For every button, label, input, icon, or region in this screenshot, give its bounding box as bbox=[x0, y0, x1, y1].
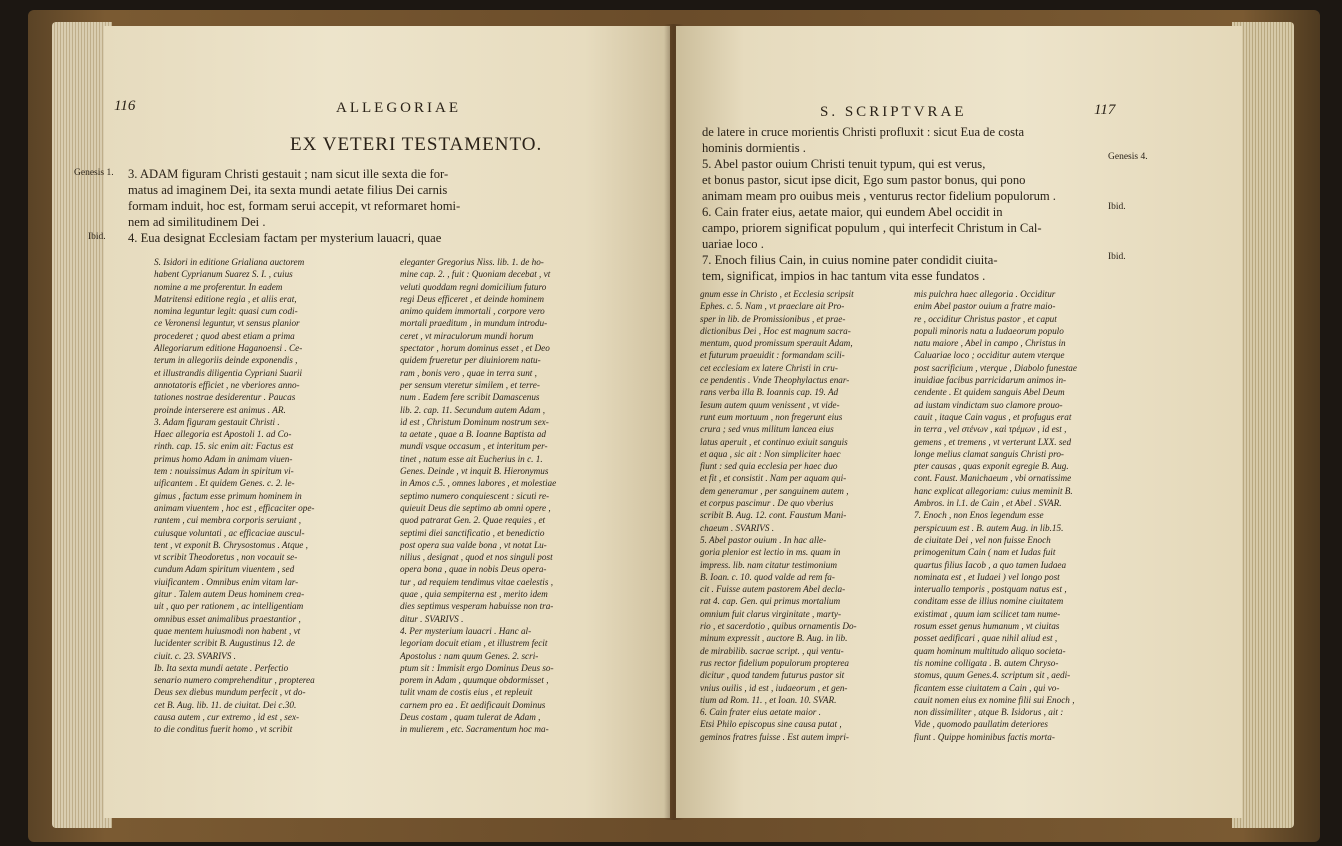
note-line: lib. 2. cap. 11. Secundum autem Adam , bbox=[400, 404, 546, 415]
note-line: tis nomine colligata . B. autem Chryso- bbox=[914, 657, 1059, 668]
note-line: quae , quia sempiterna est , merito idem bbox=[400, 589, 548, 600]
note-line: Apostolus : nam quum Genes. 2. scri- bbox=[400, 650, 539, 661]
note-line: in mulierem , etc. Sacramentum hoc ma- bbox=[400, 724, 549, 735]
left-page bbox=[104, 26, 670, 818]
note-line: cauit nomen eius ex nomine filii sui Enoch , bbox=[914, 694, 1075, 705]
note-line: populi minoris natu a Iudaeorum populo bbox=[914, 325, 1064, 336]
note-line: cet B. Aug. lib. 11. de ciuitat. Dei c.30. bbox=[154, 699, 297, 710]
right-margin-note-3: Ibid. bbox=[1108, 252, 1126, 262]
note-line: senario numero comprehenditur , propterea bbox=[154, 675, 315, 686]
note-line: to die conditus fuerit homo , vt scribit bbox=[154, 724, 293, 735]
note-line: minum expressit , auctore B. Aug. in lib. bbox=[700, 633, 848, 644]
note-line: eleganter Gregorius Niss. lib. 1. de ho- bbox=[400, 257, 544, 267]
note-line: gitur . Talem autem Deus hominem crea- bbox=[154, 589, 305, 600]
note-line: dicitur , quod tandem futurus pastor sit bbox=[700, 670, 845, 681]
note-line: ptum sit : Immisit ergo Dominus Deus so- bbox=[400, 662, 554, 673]
note-line: natu maiore , Abel in campo , Christus in bbox=[914, 338, 1066, 349]
note-line: gnum esse in Christo , et Ecclesia scripsit bbox=[700, 289, 854, 299]
left-margin-note-2: Ibid. bbox=[88, 232, 106, 242]
note-line: mundi vsque occasum , et interitum per- bbox=[400, 441, 548, 452]
note-line: quidem frueretur per diuiniorem natu- bbox=[400, 355, 541, 366]
note-line: de ciuitate Dei , vel non fuisse Enoch bbox=[914, 534, 1051, 545]
note-line: veluti quoddam regni domicilium futuro bbox=[400, 281, 547, 292]
body-line: 6. Cain frater eius, aetate maior, qui eundem Abel occidit in bbox=[702, 205, 1003, 219]
right-margin-note-1: Genesis 4. bbox=[1108, 152, 1148, 162]
note-line: septimo numero conquiescent : sicuti re- bbox=[400, 490, 550, 501]
note-line: gimus , factum esse primum hominem in bbox=[154, 490, 302, 501]
note-line: ciuit. c. 23. SVARIVS . bbox=[154, 650, 236, 661]
note-line: longe melius clamat sanguis Christi pro- bbox=[914, 448, 1064, 459]
note-line: proinde interserere est animus . AR. bbox=[154, 404, 286, 415]
body-line: campo, priorem significat populum , qui interfecit Christum in Cal- bbox=[702, 221, 1042, 235]
note-line: Deus sex diebus mundum perfecit , vt do- bbox=[154, 687, 306, 698]
body-line: formam induit, hoc est, formam serui accepit, vt reformaret homi- bbox=[128, 199, 461, 213]
note-line: Ephes. c. 5. Nam , vt praeclare ait Pro- bbox=[700, 301, 845, 312]
note-line: viuificantem . Omnibus enim vitam lar- bbox=[154, 576, 299, 587]
note-line: latus aperuit , et continuo exiuit sanguis bbox=[700, 436, 848, 447]
note-line: rat 4. cap. Gen. qui primus mortalium bbox=[700, 596, 841, 607]
section-title: EX VETERI TESTAMENTO. bbox=[290, 134, 543, 155]
note-line: ditur . SVARIVS . bbox=[400, 613, 464, 624]
note-line: 6. Cain frater eius aetate maior . bbox=[700, 707, 821, 718]
note-line: scribit B. Aug. 12. cont. Faustum Mani- bbox=[700, 510, 847, 521]
note-line: uit , quo per rationem , ac intelligentiam bbox=[154, 601, 304, 612]
note-line: post sacrificium , vterque , Diabolo funestae bbox=[914, 362, 1077, 373]
note-line: carnem pro ea . Et aedificauit Dominus bbox=[400, 699, 546, 710]
body-line: hominis dormientis . bbox=[702, 141, 806, 155]
body-line: et bonus pastor, sicut ipse dicit, Ego sum pastor bonus, qui pono bbox=[702, 173, 1026, 187]
note-line: annotatoris efficiet , ne vberiores anno- bbox=[154, 379, 300, 390]
note-line: enim Abel pastor ouium a fratre maio- bbox=[914, 301, 1056, 312]
body-line: 3. ADAM figuram Christi gestauit ; nam sicut ille sexta die for- bbox=[128, 167, 449, 181]
note-line: omnium fuit clarus virginitate , marty- bbox=[700, 608, 842, 619]
note-line: ficantem esse ciuitatem a Cain , qui vo- bbox=[914, 682, 1060, 693]
note-line: tem : nouissimus Adam in spiritum vi- bbox=[154, 466, 294, 477]
note-line: de mirabilib. sacrae script. , qui ventu- bbox=[700, 645, 844, 656]
note-line: quartus filius Iacob , a quo tamen Iudaea bbox=[914, 559, 1067, 570]
note-line: inuidiae facibus parricidarum animos in- bbox=[914, 375, 1067, 386]
right-page bbox=[676, 26, 1242, 818]
note-line: interuallo temporis , postquam natus est , bbox=[914, 584, 1067, 595]
note-line: habent Cyprianum Suarez S. I. , cuius bbox=[154, 269, 293, 280]
left-page-number: 116 bbox=[114, 98, 136, 114]
right-page-number: 117 bbox=[1094, 102, 1116, 118]
note-line: chaeum . SVARIVS . bbox=[700, 522, 775, 533]
note-line: ce Veronensi leguntur, vt sensus planior bbox=[154, 318, 300, 329]
note-line: runt eum mortuum , non fregerunt eius bbox=[700, 411, 843, 422]
note-line: cont. Faust. Manichaeum , vbi ornatissime bbox=[914, 473, 1072, 484]
note-line: tur , ad requiem tendimus vitae caelestis , bbox=[400, 576, 554, 587]
note-line: rinth. cap. 15. sic enim ait: Factus est bbox=[154, 441, 294, 452]
body-line: nem ad similitudinem Dei . bbox=[128, 215, 266, 229]
note-line: B. Ioan. c. 10. quod valde ad rem fa- bbox=[700, 571, 835, 582]
note-line: Deus costam , quam tulerat de Adam , bbox=[400, 711, 541, 722]
note-line: Iesum autem quum venissent , vt vide- bbox=[700, 399, 840, 410]
note-line: non dissimiliter , atque B. Isidorus , ait : bbox=[914, 707, 1064, 718]
note-line: quieuit Deus die septimo ab omni opere , bbox=[400, 502, 551, 513]
note-line: Vide , quomodo paullatim deteriores bbox=[914, 719, 1048, 730]
body-line: animam meam pro ouibus meis , venturus rector fidelium populorum . bbox=[702, 189, 1056, 203]
note-line: et fit , et consistit . Nam per aquam qui- bbox=[700, 473, 847, 484]
note-line: per sensum vteretur similem , et terre- bbox=[400, 379, 540, 390]
note-line: goria plenior est lectio in ms. quam in bbox=[700, 547, 841, 558]
note-line: mine cap. 2. , fuit : Quoniam decebat , vt bbox=[400, 269, 551, 280]
right-notes-column-2 bbox=[914, 288, 1114, 743]
note-line: Ambros. in l.1. de Cain , et Abel . SVAR. bbox=[914, 498, 1062, 509]
note-line: 3. Adam figuram gestauit Christi . bbox=[154, 416, 280, 427]
note-line: Genes. Deinde , vt inquit B. Hieronymus bbox=[400, 466, 549, 477]
note-line: pter causas , quas exponit egregie B. Aug. bbox=[914, 461, 1069, 472]
note-line: quae mentem huiusmodi non habent , vt bbox=[154, 625, 301, 636]
note-line: cuiusque voluntati , ac efficaciae auscul- bbox=[154, 527, 305, 538]
note-line: procederet ; quod abest etiam a prima bbox=[154, 330, 295, 341]
right-notes-column-1 bbox=[700, 288, 900, 743]
body-line: tem, significat, impios in hac tantum vita esse fundatos . bbox=[702, 269, 986, 283]
note-line: impress. lib. nam citatur testimonium bbox=[700, 559, 837, 570]
note-line: ram , bonis vero , quae in terra sunt , bbox=[400, 367, 537, 378]
note-line: legoriam docuit etiam , et illustrem fecit bbox=[400, 638, 548, 649]
note-line: primogenitum Cain ( nam et Iudas fuit bbox=[914, 547, 1056, 558]
note-line: fiunt : sed quia ecclesia per haec duo bbox=[700, 461, 838, 472]
left-notes-column-2 bbox=[400, 256, 640, 736]
note-line: perspicuum est . B. autem Aug. in lib.15. bbox=[914, 522, 1064, 533]
note-line: causa autem , cur extremo , id est , sex- bbox=[154, 711, 300, 722]
note-line: opera bona , quae in nobis Deus opera- bbox=[400, 564, 547, 575]
note-line: posset aedificari , quae nihil aliud est , bbox=[914, 633, 1058, 644]
note-line: post opera sua valde bona , vt notat Lu- bbox=[400, 539, 547, 550]
body-line: 7. Enoch filius Cain, in cuius nomine pater condidit ciuita- bbox=[702, 253, 998, 267]
note-line: animo quidem immortali , corpore vero bbox=[400, 306, 545, 317]
note-line: nomine a me proferentur. In eadem bbox=[154, 281, 283, 292]
note-line: et aqua , sic ait : Non simpliciter haec bbox=[700, 448, 841, 459]
note-line: geminos fratres fuisse . Est autem impri- bbox=[700, 731, 849, 742]
note-line: mis pulchra haec allegoria . Occiditur bbox=[914, 289, 1056, 299]
left-running-head: ALLEGORIAE bbox=[336, 100, 461, 116]
note-line: tationes nostrae desiderentur . Paucas bbox=[154, 392, 296, 403]
note-line: Haec allegoria est Apostoli 1. ad Co- bbox=[154, 429, 292, 440]
note-line: Ib. Ita sexta mundi aetate . Perfectio bbox=[154, 662, 289, 673]
note-line: in Amos c.5. , omnes labores , et molestiae bbox=[400, 478, 557, 489]
body-line: uariae loco . bbox=[702, 237, 764, 251]
note-line: rio , et sacerdotio , quibus ornamentis Do- bbox=[700, 621, 857, 632]
note-line: nomina leguntur legit: quasi cum codi- bbox=[154, 306, 298, 317]
body-line: de latere in cruce morientis Christi profluxit : sicut Eua de costa bbox=[702, 125, 1025, 139]
note-line: rus rector fidelium populorum propterea bbox=[700, 657, 850, 668]
note-line: tinet , natum esse ait Eucherius in c. 1. bbox=[400, 453, 543, 464]
note-line: sper in lib. de Promissionibus , et prae- bbox=[700, 313, 846, 324]
note-line: ad iustam vindictam suo clamore prouo- bbox=[914, 399, 1063, 410]
note-line: mentum, quod promissum sperauit Adam, bbox=[700, 338, 853, 349]
note-line: regi Deus efficeret , et deinde hominem bbox=[400, 293, 544, 304]
note-line: S. Isidori in editione Grialiana auctorem bbox=[154, 257, 305, 267]
note-line: ta aetate , quae a B. Ioanne Baptista ad bbox=[400, 429, 546, 440]
right-body-text bbox=[702, 124, 1102, 284]
note-line: uificantem . Et quidem Genes. c. 2. le- bbox=[154, 478, 295, 489]
note-line: gemens , et tremens , vt verterunt LXX. sed bbox=[914, 436, 1072, 447]
note-line: quod patrarat Gen. 2. Quae requies , et bbox=[400, 515, 546, 526]
note-line: crura ; sed vnus militum lancea eius bbox=[700, 424, 834, 435]
note-line: et futurum praeuidit : formandam scili- bbox=[700, 350, 845, 361]
note-line: 5. Abel pastor ouium . In hac alle- bbox=[700, 534, 827, 545]
note-line: rantem , cui membra corporis seruiant , bbox=[154, 515, 301, 526]
note-line: cundum Adam spiritum viuentem , sed bbox=[154, 564, 295, 575]
note-line: ceret , vt miraculorum mundi horum bbox=[400, 330, 534, 341]
note-line: dem generamur , per sanguinem autem , bbox=[700, 485, 849, 496]
right-margin-note-2: Ibid. bbox=[1108, 202, 1126, 212]
note-line: id est , Christum Dominum nostrum sex- bbox=[400, 416, 549, 427]
note-line: in terra , vel στένων , καὶ τρέμων , id est , bbox=[914, 424, 1067, 435]
note-line: mortali praeditum , in mundum introdu- bbox=[400, 318, 548, 329]
note-line: conditam esse de illius nomine ciuitatem bbox=[914, 596, 1064, 607]
note-line: nilius , designat , quod et nos singuli post bbox=[400, 552, 553, 563]
note-line: et corpus pascimur . De quo vberius bbox=[700, 498, 834, 509]
note-line: dies septimus vesperam habuisse non tra- bbox=[400, 601, 554, 612]
note-line: 4. Per mysterium lauacri . Hanc al- bbox=[400, 625, 532, 636]
note-line: spectator , horum dominus esset , et Deo bbox=[400, 343, 550, 354]
note-line: cauit , itaque Cain vagus , et profugus erat bbox=[914, 411, 1072, 422]
note-line: Etsi Philo episcopus sine causa putat , bbox=[700, 719, 842, 730]
right-running-head: S. SCRIPTVRAE bbox=[820, 104, 967, 120]
note-line: rosum esset genus humanum , vt ciuitas bbox=[914, 621, 1060, 632]
note-line: Allegoriarum editione Haganoensi . Ce- bbox=[154, 343, 303, 354]
note-line: primus homo Adam in animam viuen- bbox=[154, 453, 293, 464]
note-line: tent , vt exponit B. Chrysostomus . Atque , bbox=[154, 539, 308, 550]
note-line: tium ad Rom. 11. , et Ioan. 10. SVAR. bbox=[700, 694, 837, 705]
left-notes-column-1 bbox=[154, 256, 390, 736]
left-body-text bbox=[128, 166, 648, 246]
note-line: lucidenter scribit B. Augustinus 12. de bbox=[154, 638, 295, 649]
note-line: re , occiditur Christus pastor , et caput bbox=[914, 313, 1057, 324]
note-line: existimat , quum iam scilicet tam nume- bbox=[914, 608, 1061, 619]
note-line: rans verba illa B. Ioannis cap. 19. Ad bbox=[700, 387, 839, 398]
note-line: et illustrandis diligentia Cypriani Suarii bbox=[154, 367, 303, 378]
note-line: dictionibus Dei , Hoc est magnum sacra- bbox=[700, 325, 851, 336]
note-line: fiunt . Quippe hominibus factis morta- bbox=[914, 731, 1055, 742]
note-line: cit . Fuisse autem pastorem Abel decla- bbox=[700, 584, 846, 595]
note-line: porem in Adam , quumque obdormisset , bbox=[400, 675, 549, 686]
note-line: terum in allegoriis deinde exponendis , bbox=[154, 355, 298, 366]
note-line: cet ecclesiam ex latere Christi in cru- bbox=[700, 362, 838, 373]
note-line: stomus, quum Genes.4. scriptum sit , aedi- bbox=[914, 670, 1071, 681]
left-margin-note-1: Genesis 1. bbox=[74, 168, 114, 178]
note-line: hanc explicat allegoriam: cuius meminit B. bbox=[914, 485, 1073, 496]
note-line: vnius ouilis , id est , iudaeorum , et gen- bbox=[700, 682, 848, 693]
note-line: Caluariae loco ; occiditur autem vterque bbox=[914, 350, 1065, 361]
body-line: 5. Abel pastor ouium Christi tenuit typum, qui est verus, bbox=[702, 157, 986, 171]
note-line: quam hominum multitudo aliquo societa- bbox=[914, 645, 1066, 656]
note-line: septimi diei sanctificatio , et benedictio bbox=[400, 527, 545, 538]
note-line: 7. Enoch , non Enos legendum esse bbox=[914, 510, 1044, 521]
left-page-edges bbox=[52, 22, 112, 828]
note-line: ce pendentis . Vnde Theophylactus enar- bbox=[700, 375, 850, 386]
note-line: num . Eadem fere scribit Damascenus bbox=[400, 392, 540, 403]
note-line: vt scribit Theodoretus , non vocauit se- bbox=[154, 552, 298, 563]
body-line: matus ad imaginem Dei, ita sexta mundi aetate filius Dei carnis bbox=[128, 183, 448, 197]
note-line: tulit vnam de costis eius , et repleuit bbox=[400, 687, 533, 698]
note-line: animam viuentem , hoc est , efficaciter ope- bbox=[154, 502, 315, 513]
note-line: Matritensi editione regia , et aliis erat, bbox=[154, 293, 297, 304]
note-line: omnibus esset animalibus praestantior , bbox=[154, 613, 301, 624]
note-line: cendente . Et quidem sanguis Abel Deum bbox=[914, 387, 1065, 398]
body-line: 4. Eua designat Ecclesiam factam per mysterium lauacri, quae bbox=[128, 231, 442, 245]
note-line: nominata est , et Iudaei ) vel longo post bbox=[914, 571, 1060, 582]
